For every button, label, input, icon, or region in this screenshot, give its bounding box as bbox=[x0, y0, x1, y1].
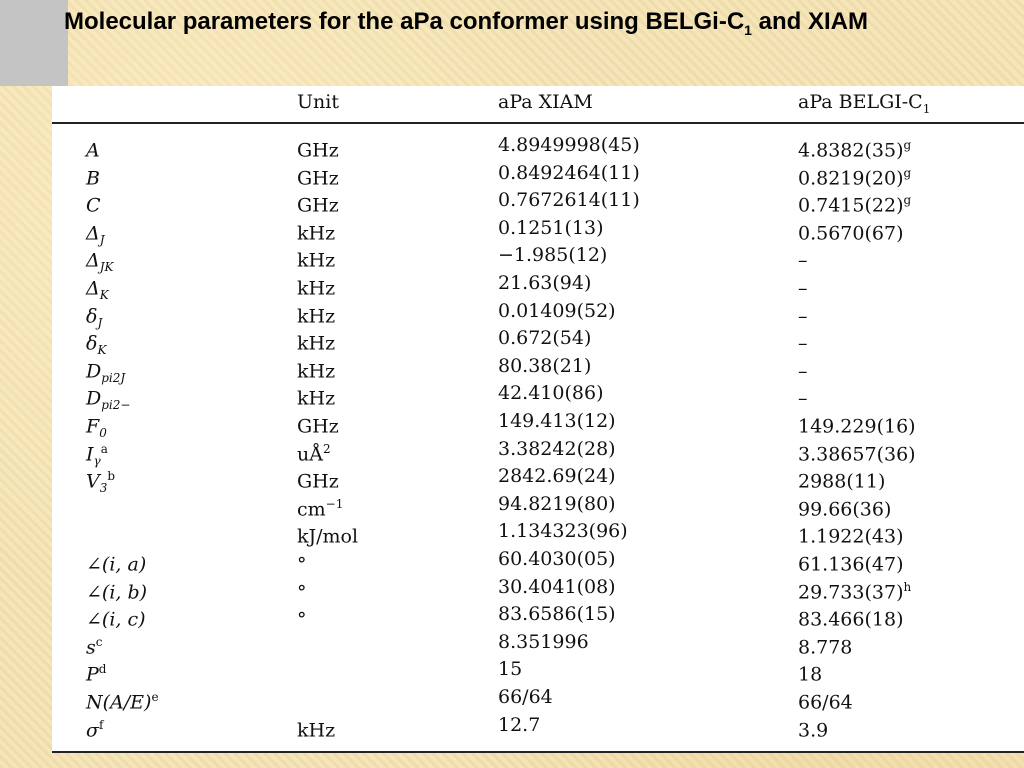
xiam-value: 30.4041(08) bbox=[498, 575, 616, 598]
bottom-strip bbox=[0, 752, 1024, 768]
xiam-value: 149.413(12) bbox=[498, 410, 616, 432]
xiam-value: 12.7 bbox=[498, 713, 541, 736]
parameter-symbol: $D_{pi2J}$ bbox=[86, 360, 126, 385]
corner-decoration bbox=[0, 0, 68, 86]
xiam-value: 0.1251(13) bbox=[498, 216, 604, 239]
parameter-symbol: $I_\gamma^a$ bbox=[86, 441, 108, 468]
belgi-value: 61.136(47) bbox=[798, 553, 904, 576]
belgi-value: $4.8382(35)^g$ bbox=[798, 138, 912, 162]
table-row bbox=[52, 463, 1024, 496]
xiam-value: 66/64 bbox=[498, 686, 553, 708]
header-belgi-subscript: 1 bbox=[922, 101, 931, 116]
parameter-unit: kHz bbox=[297, 304, 336, 327]
belgi-value: 18 bbox=[798, 663, 823, 686]
belgi-value: 0.5670(67) bbox=[798, 222, 904, 245]
table-row bbox=[52, 684, 1024, 714]
table-row bbox=[52, 408, 1024, 441]
table-row bbox=[52, 629, 1024, 659]
belgi-value: 99.66(36) bbox=[798, 498, 892, 521]
header-belgi-label: aPa BELGI-C bbox=[798, 91, 923, 113]
parameter-unit: GHz bbox=[297, 139, 339, 162]
parameter-symbol: ∠(i, a) bbox=[86, 553, 147, 576]
parameter-symbol: $N(A/E)^e$ bbox=[86, 690, 159, 714]
parameter-unit: kHz bbox=[297, 222, 336, 245]
parameter-symbol: $\delta_J$ bbox=[86, 304, 103, 330]
parameter-unit: GHz bbox=[297, 166, 339, 189]
xiam-value: 0.672(54) bbox=[498, 327, 592, 350]
xiam-value: 8.351996 bbox=[498, 630, 589, 653]
parameter-symbol: A bbox=[86, 139, 100, 162]
xiam-value: −1.985(12) bbox=[498, 244, 608, 267]
parameter-unit: kHz bbox=[297, 387, 336, 410]
table-row bbox=[52, 380, 1024, 413]
parameter-symbol: $F_0$ bbox=[86, 415, 107, 441]
table-row bbox=[52, 491, 1024, 521]
xiam-value: 2842.69(24) bbox=[498, 465, 616, 488]
belgi-value: 2988(11) bbox=[798, 470, 886, 493]
table-row bbox=[52, 574, 1024, 601]
belgi-value: 66/64 bbox=[798, 691, 853, 714]
header-xiam: aPa XIAM bbox=[498, 91, 593, 113]
belgi-value: 149.229(16) bbox=[798, 415, 916, 438]
belgi-value: 3.38657(36) bbox=[798, 442, 916, 465]
belgi-value: – bbox=[798, 387, 808, 410]
xiam-value: 0.01409(52) bbox=[498, 299, 616, 322]
xiam-value: 0.7672614(11) bbox=[498, 189, 640, 212]
xiam-value: 21.63(94) bbox=[498, 272, 592, 294]
xiam-value: 60.4030(05) bbox=[498, 548, 616, 570]
parameter-unit: GHz bbox=[297, 194, 339, 217]
parameter-unit: kJ/mol bbox=[297, 525, 359, 548]
parameter-table bbox=[52, 86, 1024, 752]
table-row bbox=[52, 132, 1024, 162]
xiam-value: 15 bbox=[498, 658, 523, 681]
xiam-value: 94.8219(80) bbox=[498, 492, 616, 515]
table-row bbox=[52, 215, 1024, 247]
table-row bbox=[52, 270, 1024, 303]
parameter-symbol: $\Delta_{JK}$ bbox=[86, 249, 114, 275]
parameter-unit: $uÅ^2$ bbox=[297, 441, 331, 465]
table-row bbox=[52, 518, 1024, 548]
table-row bbox=[52, 187, 1024, 217]
table-row bbox=[52, 242, 1024, 275]
header-unit: Unit bbox=[297, 91, 339, 113]
header-belgi bbox=[798, 91, 930, 116]
title-tail: and XIAM bbox=[751, 8, 868, 35]
table-row bbox=[52, 546, 1024, 576]
xiam-value: 4.8949998(45) bbox=[498, 134, 640, 156]
xiam-value: 42.410(86) bbox=[498, 382, 604, 405]
parameter-symbol: $P^d$ bbox=[86, 662, 107, 686]
parameter-unit: ° bbox=[297, 580, 307, 603]
belgi-value: 3.9 bbox=[798, 718, 829, 741]
table-row bbox=[52, 656, 1024, 686]
belgi-value: $29.733(37)^h$ bbox=[798, 579, 912, 603]
title-main: Molecular parameters for the aPa conformer using BELGi-C bbox=[64, 8, 745, 35]
xiam-value: 80.38(21) bbox=[498, 354, 592, 377]
xiam-value: 83.6586(15) bbox=[498, 603, 616, 626]
parameter-unit: kHz bbox=[297, 332, 336, 355]
table-row bbox=[52, 601, 1024, 631]
title-subscript: 1 bbox=[744, 21, 752, 38]
parameter-unit: kHz bbox=[297, 718, 336, 741]
parameter-unit: ° bbox=[297, 608, 307, 631]
belgi-value: 1.1922(43) bbox=[798, 525, 904, 548]
belgi-value: 83.466(18) bbox=[798, 608, 904, 631]
belgi-value: – bbox=[798, 249, 808, 272]
parameter-symbol: $\sigma^f$ bbox=[86, 717, 104, 741]
table-row bbox=[52, 712, 1024, 739]
parameter-unit: kHz bbox=[297, 277, 336, 300]
belgi-value: $0.7415(22)^g$ bbox=[798, 193, 912, 217]
parameter-symbol: $s^c$ bbox=[86, 634, 103, 659]
belgi-value: – bbox=[798, 304, 808, 327]
belgi-value: – bbox=[798, 332, 808, 355]
parameter-symbol: B bbox=[86, 166, 100, 189]
parameter-unit: GHz bbox=[297, 415, 339, 438]
table-row bbox=[52, 325, 1024, 358]
belgi-value: 8.778 bbox=[798, 636, 853, 659]
parameter-unit: $cm^{-1}$ bbox=[297, 496, 344, 521]
xiam-value: 1.134323(96) bbox=[498, 520, 628, 543]
parameter-unit: kHz bbox=[297, 249, 336, 272]
xiam-value: 0.8492464(11) bbox=[498, 161, 640, 184]
table-row bbox=[52, 436, 1024, 468]
parameter-symbol: ∠(i, b) bbox=[86, 580, 148, 603]
xiam-value: 3.38242(28) bbox=[498, 437, 616, 460]
parameter-symbol: $\Delta_J$ bbox=[86, 222, 105, 247]
parameter-symbol: $\Delta_K$ bbox=[86, 277, 109, 303]
table-row bbox=[52, 353, 1024, 385]
table-row bbox=[52, 298, 1024, 330]
slide-title bbox=[64, 8, 1024, 38]
parameter-unit: GHz bbox=[297, 470, 339, 493]
parameter-unit: kHz bbox=[297, 360, 336, 383]
parameter-symbol: $V_3^b$ bbox=[86, 469, 116, 496]
belgi-value: $0.8219(20)^g$ bbox=[798, 165, 912, 189]
belgi-value: – bbox=[798, 360, 808, 383]
parameter-symbol: ∠(i, c) bbox=[86, 608, 146, 631]
table-top-rule bbox=[52, 122, 1024, 124]
parameter-unit: ° bbox=[297, 553, 307, 576]
parameter-symbol: C bbox=[86, 194, 101, 217]
belgi-value: – bbox=[798, 277, 808, 300]
parameter-symbol: $\delta_K$ bbox=[86, 332, 107, 358]
parameter-symbol: $D_{pi2-}$ bbox=[86, 387, 131, 413]
table-row bbox=[52, 160, 1024, 187]
